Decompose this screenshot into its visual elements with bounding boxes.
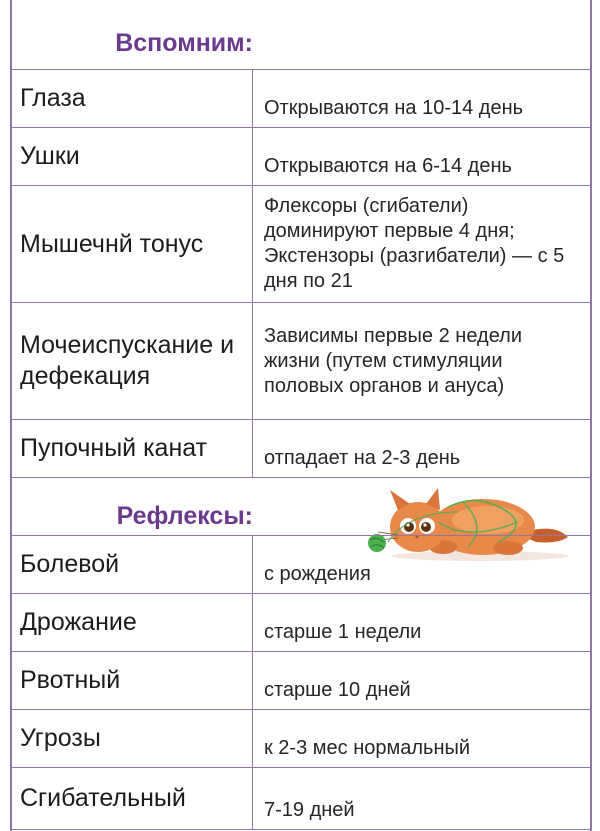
row-value: Зависимы первые 2 недели жизни (путем стимуляции половых органов и ануса)	[264, 324, 522, 397]
table-bottom-border	[10, 829, 592, 830]
row-label: Мочеиспускание и дефекация	[10, 303, 253, 419]
row-label: Глаза	[10, 70, 253, 127]
row-value: Открываются на 6-14 день	[264, 155, 512, 177]
section-header-recall	[10, 0, 592, 69]
table-row	[10, 535, 592, 593]
row-value: 7-19 дней	[264, 799, 355, 821]
row-label: Мышечнй тонус	[10, 186, 253, 302]
table-row	[10, 127, 592, 185]
row-value: Открываются на 10-14 день	[264, 97, 524, 119]
row-label: Рвотный	[10, 652, 253, 709]
row-label: Болевой	[10, 536, 253, 593]
row-label: Ушки	[10, 128, 253, 185]
section-title: Рефлексы:	[116, 502, 253, 530]
row-value: старше 10 дней	[264, 679, 411, 701]
row-value: Флексоры (сгибатели) доминируют первые 4 дня; Экстензоры (разгибатели) — с 5 дня по 21	[264, 195, 565, 292]
table-row	[10, 419, 592, 477]
row-label: Сгибательный	[10, 768, 253, 829]
table-row	[10, 767, 592, 829]
table-row	[10, 69, 592, 127]
table-row	[10, 185, 592, 302]
row-label: Угрозы	[10, 710, 253, 767]
section-title: Вспомним:	[115, 29, 253, 57]
table-row	[10, 651, 592, 709]
row-value: отпадает на 2-3 день	[264, 447, 461, 469]
row-value: с рождения	[264, 563, 371, 585]
row-label: Дрожание	[10, 594, 253, 651]
table-row	[10, 593, 592, 651]
row-value: к 2-3 мес нормальный	[264, 737, 471, 759]
table-row	[10, 302, 592, 419]
row-value: старше 1 недели	[264, 621, 422, 643]
row-label: Пупочный канат	[10, 420, 253, 477]
table-row	[10, 709, 592, 767]
